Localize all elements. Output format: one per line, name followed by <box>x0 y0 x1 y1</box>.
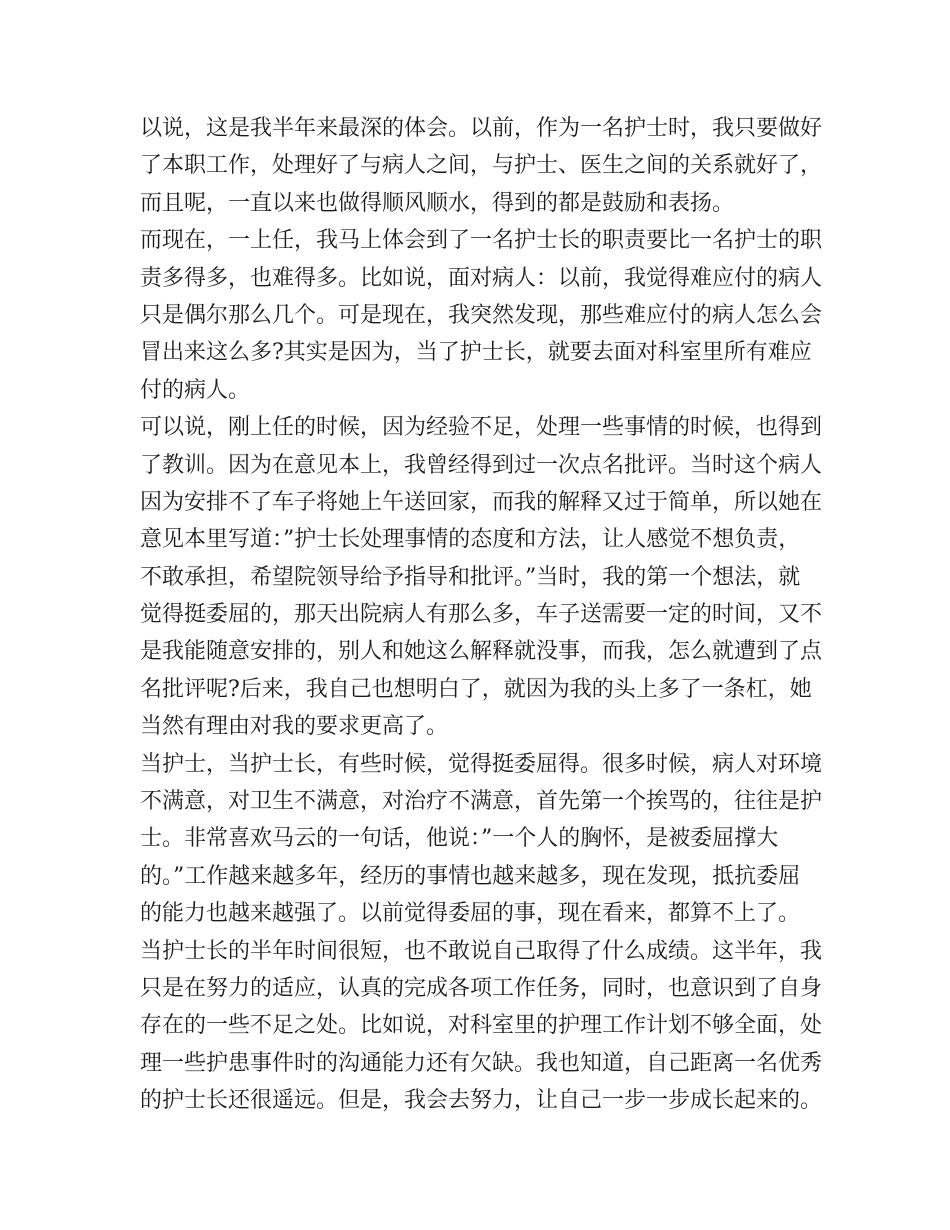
text-line: 当护士长的半年时间很短，也不敢说自己取得了什么成绩。这半年，我 <box>140 938 823 964</box>
text-line: 了本职工作，处理好了与病人之间，与护士、医生之间的关系就好了， <box>140 153 823 179</box>
text-line: 当护士，当护士长，有些时候，觉得挺委屈得。很多时候，病人对环境 <box>140 751 823 777</box>
text-line: 了教训。因为在意见本上，我曾经得到过一次点名批评。当时这个病人 <box>140 452 823 478</box>
text-line: 是我能随意安排的，别人和她这么解释就没事，而我，怎么就遭到了点 <box>140 639 823 665</box>
text-line: 不敢承担，希望院领导给予指导和批评。”当时，我的第一个想法，就 <box>140 564 801 590</box>
text-line: 的能力也越来越强了。以前觉得委屈的事，现在看来，都算不上了。 <box>140 901 801 927</box>
text-line: 冒出来这么多?其实是因为，当了护士长，就要去面对科室里所有难应 <box>140 340 812 366</box>
paragraph-4 <box>140 746 823 933</box>
paragraph-3 <box>140 409 823 746</box>
text-line: 的护士长还很遥远。但是，我会去努力，让自己一步一步成长起来的。 <box>140 1088 823 1114</box>
text-line: 理一些护患事件时的沟通能力还有欠缺。我也知道，自己距离一名优秀 <box>140 1050 823 1076</box>
paragraph-5 <box>140 933 823 1120</box>
text-line: 的。”工作越来越多年，经历的事情也越来越多，现在发现，抵抗委屈 <box>140 863 801 889</box>
text-line: 觉得挺委屈的，那天出院病人有那么多，车子送需要一定的时间，又不 <box>140 602 823 628</box>
text-line: 意见本里写道：”护士长处理事情的态度和方法，让人感觉不想负责， <box>140 527 801 553</box>
text-line: 而现在，一上任，我马上体会到了一名护士长的职责要比一名护士的职 <box>140 228 823 254</box>
text-line: 当然有理由对我的要求更高了。 <box>140 714 449 740</box>
text-line: 名批评呢?后来，我自己也想明白了，就因为我的头上多了一条杠，她 <box>140 676 812 702</box>
text-line: 只是在努力的适应，认真的完成各项工作任务，同时，也意识到了自身 <box>140 975 823 1001</box>
paragraph-2 <box>140 222 823 409</box>
text-line: 付的病人。 <box>140 377 251 403</box>
paragraph-1 <box>140 110 823 222</box>
text-line: 责多得多，也难得多。比如说，面对病人：以前，我觉得难应付的病人 <box>140 265 823 291</box>
text-line: 因为安排不了车子将她上午送回家，而我的解释又过于简单，所以她在 <box>140 489 823 515</box>
text-line: 存在的一些不足之处。比如说，对科室里的护理工作计划不够全面，处 <box>140 1013 823 1039</box>
text-line: 可以说，刚上任的时候，因为经验不足，处理一些事情的时候，也得到 <box>140 415 823 441</box>
text-line: 不满意，对卫生不满意，对治疗不满意，首先第一个挨骂的，往往是护 <box>140 789 823 815</box>
text-line: 以说，这是我半年来最深的体会。以前，作为一名护士时，我只要做好 <box>140 116 823 141</box>
document-body <box>140 110 823 1120</box>
text-line: 只是偶尔那么几个。可是现在，我突然发现，那些难应付的病人怎么会 <box>140 302 823 328</box>
text-line: 而且呢，一直以来也做得顺风顺水，得到的都是鼓励和表扬。 <box>140 190 735 216</box>
text-line: 士。非常喜欢马云的一句话，他说：”一个人的胸怀，是被委屈撑大 <box>140 826 779 852</box>
